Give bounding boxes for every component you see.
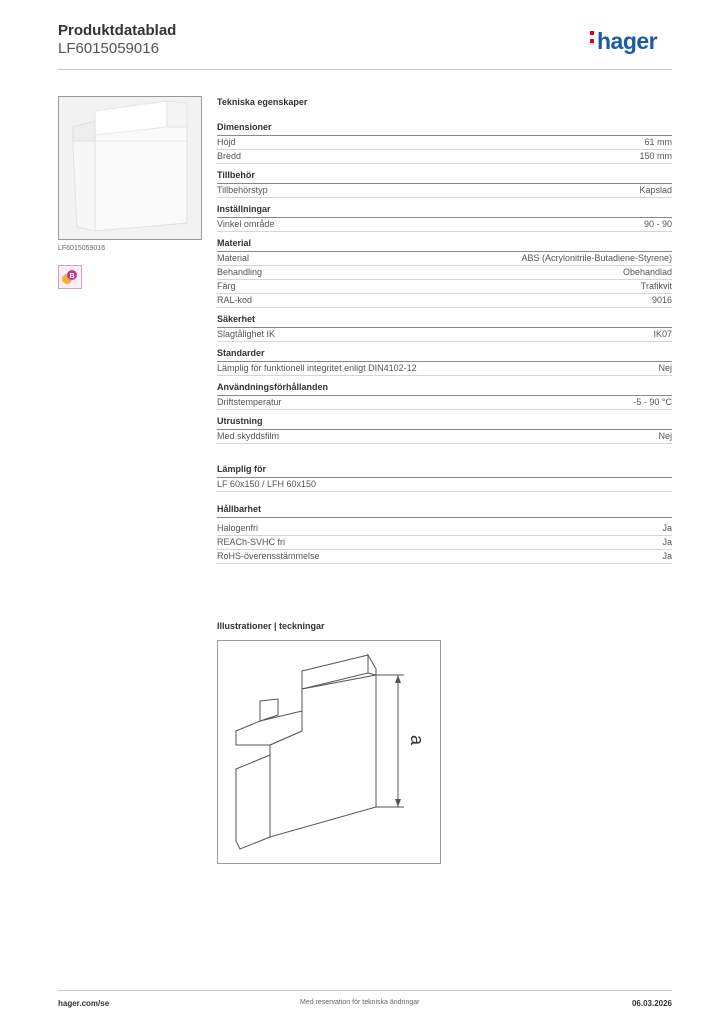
spec-group-title: Material [217,238,672,252]
product-photo-icon [59,97,201,239]
spec-row [217,252,672,266]
spec-label: Tillbehörstyp [217,185,268,195]
spec-group-title: Utrustning [217,416,672,430]
spec-value: Ja [662,523,672,533]
spec-row [217,536,672,550]
spec-value: Ja [662,551,672,561]
spec-value: Ja [662,537,672,547]
halogen-free-badge-icon [58,265,82,289]
product-image [58,96,202,240]
spec-group-title: Tillbehör [217,170,672,184]
spec-group [217,122,672,164]
spec-label: RAL-kod [217,295,253,305]
tee-piece-drawing-icon [218,641,440,863]
specs-title: Tekniska egenskaper [217,97,308,107]
spec-group [217,204,672,232]
spec-row [217,280,672,294]
spec-row [217,478,672,492]
spec-row [217,522,672,536]
spec-group [217,382,672,410]
spec-row [217,136,672,150]
illustrations-title: Illustrationer | teckningar [217,621,325,631]
spec-group-title: Säkerhet [217,314,672,328]
spec-group-title: Standarder [217,348,672,362]
logo-dots-icon [590,27,595,47]
spec-value: 9016 [651,295,672,305]
footer-divider [58,990,672,991]
spec-value: IK07 [653,329,672,339]
spec-value: 90 - 90 [643,219,672,229]
spec-group-title: Lämplig för [217,464,672,478]
logo-text: hager [597,28,658,54]
spec-row [217,218,672,232]
footer-website-link[interactable]: hager.com/se [58,999,110,1008]
spec-row [217,294,672,308]
spec-row [217,184,672,198]
spec-group [217,348,672,376]
spec-label: REACh-SVHC fri [217,537,286,547]
spec-row [217,328,672,342]
spec-label: Med skyddsfilm [217,431,280,441]
spec-row [217,430,672,444]
spec-value: ABS (Acrylonitrile-Butadiene-Styrene) [521,253,672,263]
footer-date: 06.03.2026 [631,999,672,1008]
spec-value: -5 - 90 °C [633,397,672,407]
spec-row [217,150,672,164]
spec-label: LF 60x150 / LFH 60x150 [217,479,317,489]
technical-specs [217,96,672,564]
spec-label: Lämplig för funktionell integritet enligt DIN4102-12 [217,363,417,373]
spec-value: Nej [658,431,672,441]
spec-row [217,550,672,564]
spec-label: Slagtålighet IK [217,329,276,339]
sustainability-group [217,504,672,564]
spec-group-title: Användningsförhållanden [217,382,672,396]
spec-label: Vinkel område [217,219,275,229]
spec-row [217,362,672,376]
spec-label: Halogenfri [217,523,259,533]
spec-group [217,238,672,308]
page-title: Produktdatablad [58,22,177,39]
spec-value: Trafikvit [640,281,672,291]
spec-row [217,266,672,280]
spec-value: Nej [658,363,672,373]
spec-value: Obehandlad [622,267,672,277]
spec-row [217,396,672,410]
spec-value: 61 mm [644,137,672,147]
spec-label: Färg [217,281,236,291]
spec-group-title: Inställningar [217,204,672,218]
spec-label: RoHS-överensstämmelse [217,551,320,561]
spec-group [217,170,672,198]
dimension-label: a [407,735,427,746]
spec-group [217,416,672,444]
hager-logo[interactable] [590,28,657,55]
suitable-for-group [217,464,672,492]
spec-label: Material [217,253,250,263]
spec-value: Kapslad [639,185,672,195]
product-code: LF6015059016 [58,40,159,57]
spec-label: Driftstemperatur [217,397,282,407]
spec-group-title: Dimensioner [217,122,672,136]
svg-text:B: B [69,273,75,280]
footer-disclaimer: Med reservation för tekniska ändringar [300,999,420,1006]
spec-group [217,314,672,342]
spec-value: 150 mm [639,151,672,161]
spec-label: Behandling [217,267,263,277]
spec-label: Höjd [217,137,236,147]
spec-label: Bredd [217,151,242,161]
header-divider [58,69,672,70]
technical-drawing [217,640,441,864]
product-image-caption: LF6015059016 [58,245,106,252]
spec-group-title: Hållbarhet [217,504,672,518]
